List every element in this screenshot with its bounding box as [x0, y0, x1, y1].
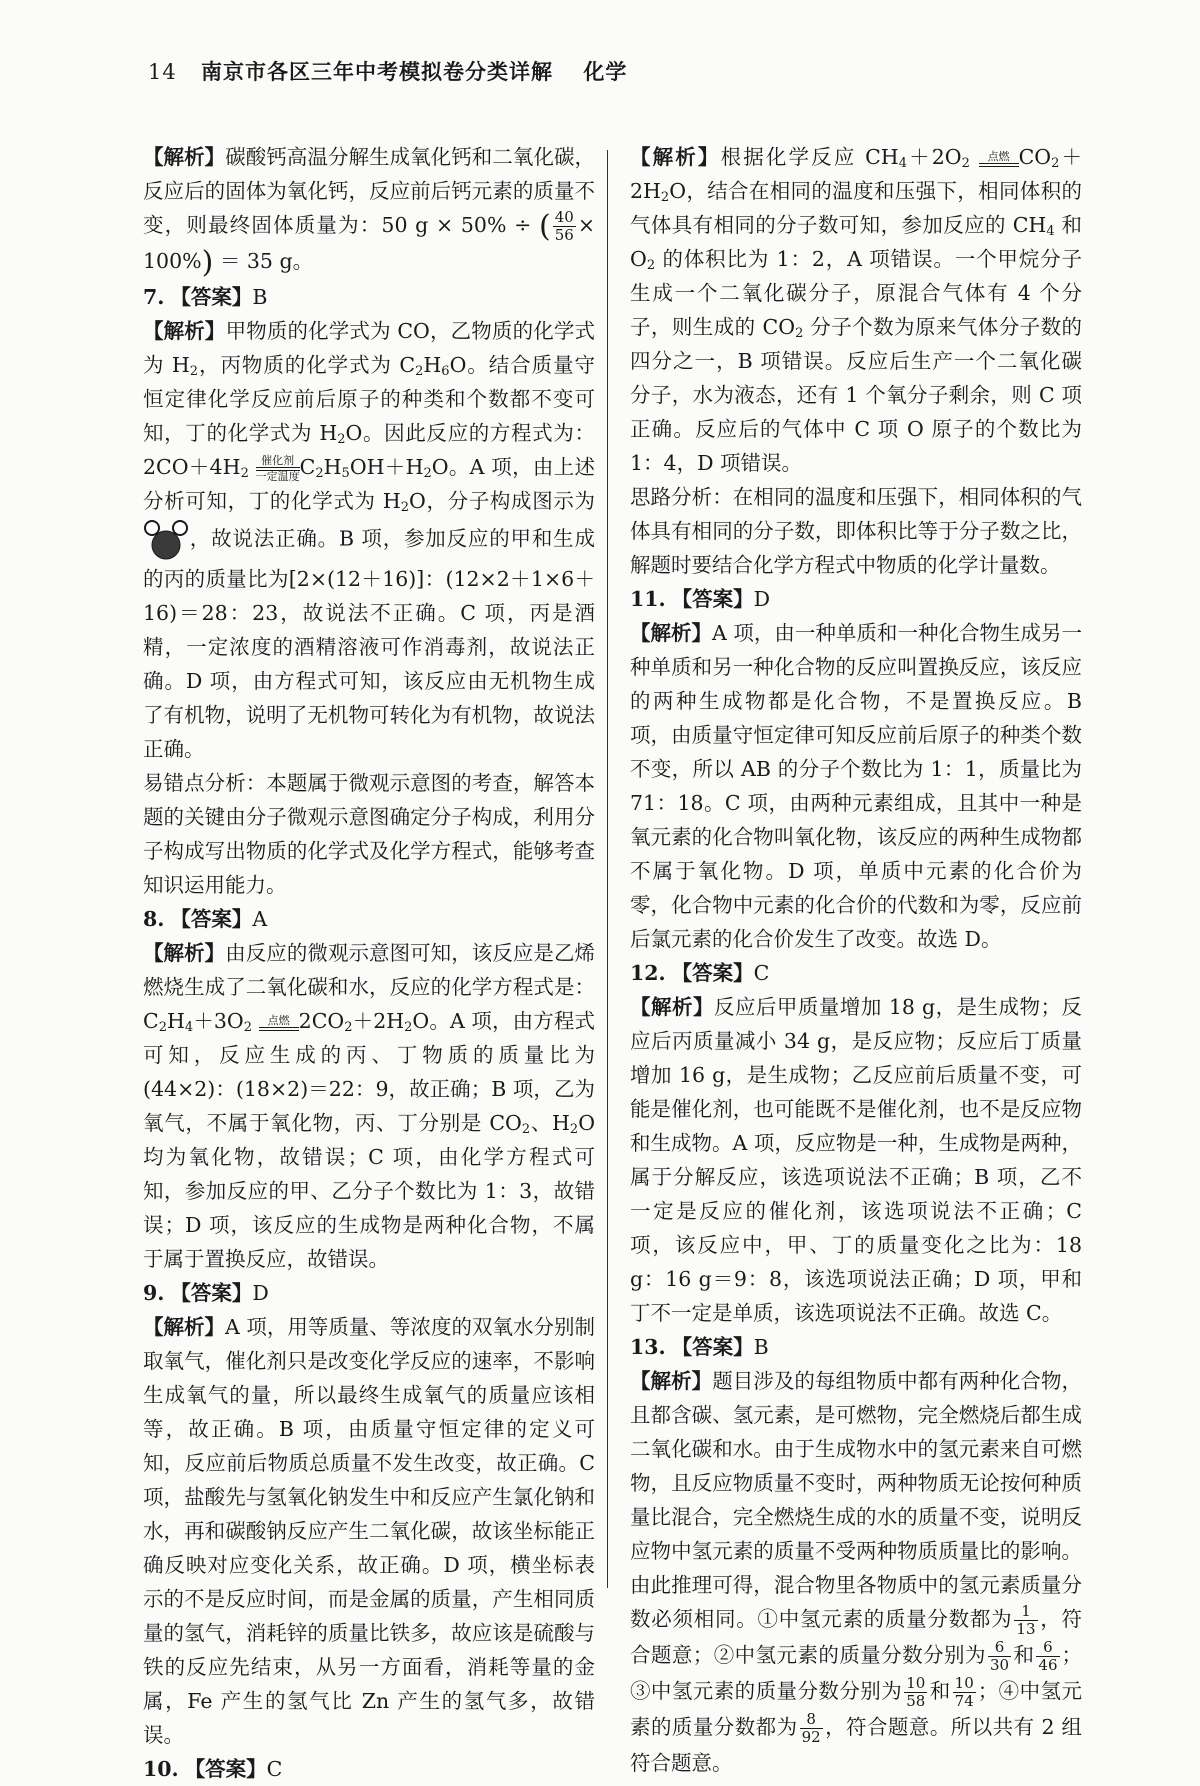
page-header — [148, 56, 627, 86]
left-column — [143, 140, 595, 1786]
q12-analysis: 【解析】反应后甲质量增加 18 g，是生成物；反应后丙质量减小 34 g，是反应物；反应后丁质量增加 16 g，是生成物；乙反应前后质量不变，可能是催化剂，也可能既不是催化剂，也不是反应物和生成物。A 项，反应物是一种，生成物是两种，属于分解反应，该选项说法不正确；B 项，乙不一定是反应的催化剂，该选项说法不正确；C 项，该反应中，甲、丁的质量变化之比为：18 g：16 g＝9：8，该选项说法正确；D 项，甲和丁不一定是单质，该选项说法不正确。故选 C。 — [630, 995, 1082, 1325]
q12-answer: 12. 【答案】C — [630, 961, 770, 985]
q8-answer: 8. 【答案】A — [143, 907, 268, 931]
reaction-arrow: 点燃 — [259, 1015, 299, 1031]
fraction: $\frac{1}{13}$ — [1016, 1602, 1036, 1638]
q11-analysis: 【解析】A 项，由一种单质和一种化合物生成另一种单质和另一种化合物的反应叫置换反应，该反应的两种生成物都是化合物，不是置换反应。B 项，由质量守恒定律可知反应前后原子的种类个数不变，所以 AB 的分子个数比为 1：1，质量比为 71：18。C 项，由两种元素组成，且其中一种是氧元素的化合物叫氧化物，该反应的两种生成物都不属于氧化物。D 项，单质中元素的化合价为零，化合物中元素的化合价的代数和为零，反应前后氯元素的化合价发生了改变。故选 D。 — [630, 621, 1083, 951]
q8-analysis: 【解析】由反应的微观示意图可知，该反应是乙烯燃烧生成了二氧化碳和水，反应的化学方程式是：$C_2H_4+3O_2$ 点燃 $2CO_2+2H_2O$。A 项，由方程式可知，反应生成的丙、丁物质的质量比为(44×2)：(18×2)＝22：9，故正确；B 项，乙为氧气，不属于氧化物，丙、丁分别是 $CO_2$、$H_2O$ 均为氧化物，故错误；C 项，由化学方程式可知，参加反应的甲、乙分子个数比为 1：3，故错误；D 项，该反应的生成物是两种化合物，不属于属于置换反应，故错误。 — [143, 941, 596, 1271]
q10-thinking: 思路分析：在相同的温度和压强下，相同体积的气体具有相同的分子数，即体积比等于分子数之比，解题时要结合化学方程式中物质的化学计量数。 — [630, 485, 1082, 577]
reaction-arrow: 点燃 — [979, 151, 1019, 167]
page-number: 14 — [148, 60, 177, 84]
fraction: $\frac{8}{92}$ — [801, 1710, 821, 1746]
q7-analysis: 【解析】甲物质的化学式为 CO，乙物质的化学式为 $H_2$，丙物质的化学式为 $C_2H_6O$。结合质量守恒定律化学反应前后原子的种类和个数都不变可知，丁的化学式为 $H_2O$。因此反应的方程式为：$2CO+4H_2$ 催化剂 一定温度 $C_2H_5OH+H_2O$。A 项，由上述分析可知，丁的化学式为 $H_2O$，分子构成图示为 ，故说法正确。B 项，参加反应的甲和生成的丙的质量比为[2×(12＋16)]：(12×2＋1×6＋16)＝28：23，故说法不正确。C 项，丙是酒精，一定浓度的酒精溶液可作消毒剂，故说法正确。D 项，由方程式可知，该反应由无机物生成了有机物，说明了无机物可转化为有机物，故说法正确。 — [143, 319, 596, 761]
fraction: $\frac{10}{58}$ — [906, 1674, 926, 1710]
q6-analysis: 【解析】碳酸钙高温分解生成氧化钙和二氧化碳，反应后的固体为氧化钙，反应前后钙元素的质量不变，则最终固体质量为：50 g × 50% ÷ ( $\frac{40}{56}$ × 100%) ＝ 35 g。 — [143, 145, 596, 280]
q9-answer: 9. 【答案】D — [143, 1281, 269, 1305]
reaction-arrow: 催化剂 一定温度 — [255, 453, 300, 483]
q11-answer: 11. 【答案】D — [630, 587, 771, 611]
q13-analysis: 【解析】题目涉及的每组物质中都有两种化合物，且都含碳、氢元素，是可燃物，完全燃烧后都生成二氧化碳和水。由于生成物水中的氢元素来自可燃物，且反应物质量不变时，两种物质无论按何种质量比混合，完全燃烧生成的水的质量不变，说明反应物中氢元素的质量不受两种物质质量比的影响。由此推理可得，混合物里各物质中的氢元素质量分数必须相同。①中氢元素的质量分数都为 $\frac{1}{13}$ ，符合题意；②中氢元素的质量分数分别为 $\frac{6}{30}$ 和 $\frac{6}{46}$ ；③中氢元素的质量分数分别为 $\frac{10}{58}$ 和 $\frac{10}{74}$ ；④中氢元素的质量分数都为 $\frac{8}{92}$ ，符合题意。所以共有 2 组符合题意。 — [630, 1369, 1083, 1775]
fraction: $\frac{10}{74}$ — [954, 1674, 974, 1710]
q9-analysis: 【解析】A 项，用等质量、等浓度的双氧水分别制取氧气，催化剂只是改变化学反应的速率，不影响生成氧气的量，所以最终生成氧气的质量应该相等，故正确。B 项，由质量守恒定律的定义可知，反应前后物质总质量不发生改变，故正确。C 项，盐酸先与氢氧化钠发生中和反应产生氯化钠和水，再和碳酸钠反应产生二氧化碳，故该坐标能正确反映对应变化关系，故正确。D 项，横坐标表示的不是反应时间，而是金属的质量，产生相同质量的氢气，消耗锌的质量比铁多，故应该是硫酸与铁的反应先结束，从另一方面看，消耗等量的金属，Fe 产生的氢气比 Zn 产生的氢气多，故错误。 — [143, 1315, 596, 1747]
water-molecule-icon — [143, 518, 189, 562]
fraction: $\frac{40}{56}$ — [554, 208, 574, 244]
q10-answer: 10. 【答案】C — [143, 1757, 283, 1781]
q7-error-analysis: 易错点分析：本题属于微观示意图的考查，解答本题的关键由分子微观示意图确定分子构成，利用分子构成写出物质的化学式及化学方程式，能够考查知识运用能力。 — [143, 771, 595, 897]
right-column — [630, 140, 1082, 1780]
column-divider — [607, 150, 608, 1588]
subject-label: 化学 — [583, 60, 628, 84]
q10-analysis: 【解析】根据化学反应 $CH_4+2O_2$ 点燃 $CO_2+2H_2O$，结合在相同的温度和压强下，相同体积的气体具有相同的分子数可知，参加反应的 $CH_4$ 和 $O_2$ 的体积比为 1：2，A 项错误。一个甲烷分子生成一个二氧化碳分子，原混合气体有 4 个分子，则生成的 $CO_2$ 分子个数为原来气体分子数的四分之一，B 项错误。反应后生产一个二氧化碳分子，水为液态，还有 1 个氧分子剩余，则 C 项正确。反应后的气体中 C 项 O 原子的个数比为 1：4，D 项错误。 — [630, 145, 1083, 475]
fraction: $\frac{6}{30}$ — [989, 1638, 1010, 1674]
book-title: 南京市各区三年中考模拟卷分类详解 — [201, 60, 554, 84]
q7-answer: 7. 【答案】B — [143, 285, 268, 309]
fraction: $\frac{6}{46}$ — [1038, 1638, 1058, 1674]
q13-answer: 13. 【答案】B — [630, 1335, 769, 1359]
